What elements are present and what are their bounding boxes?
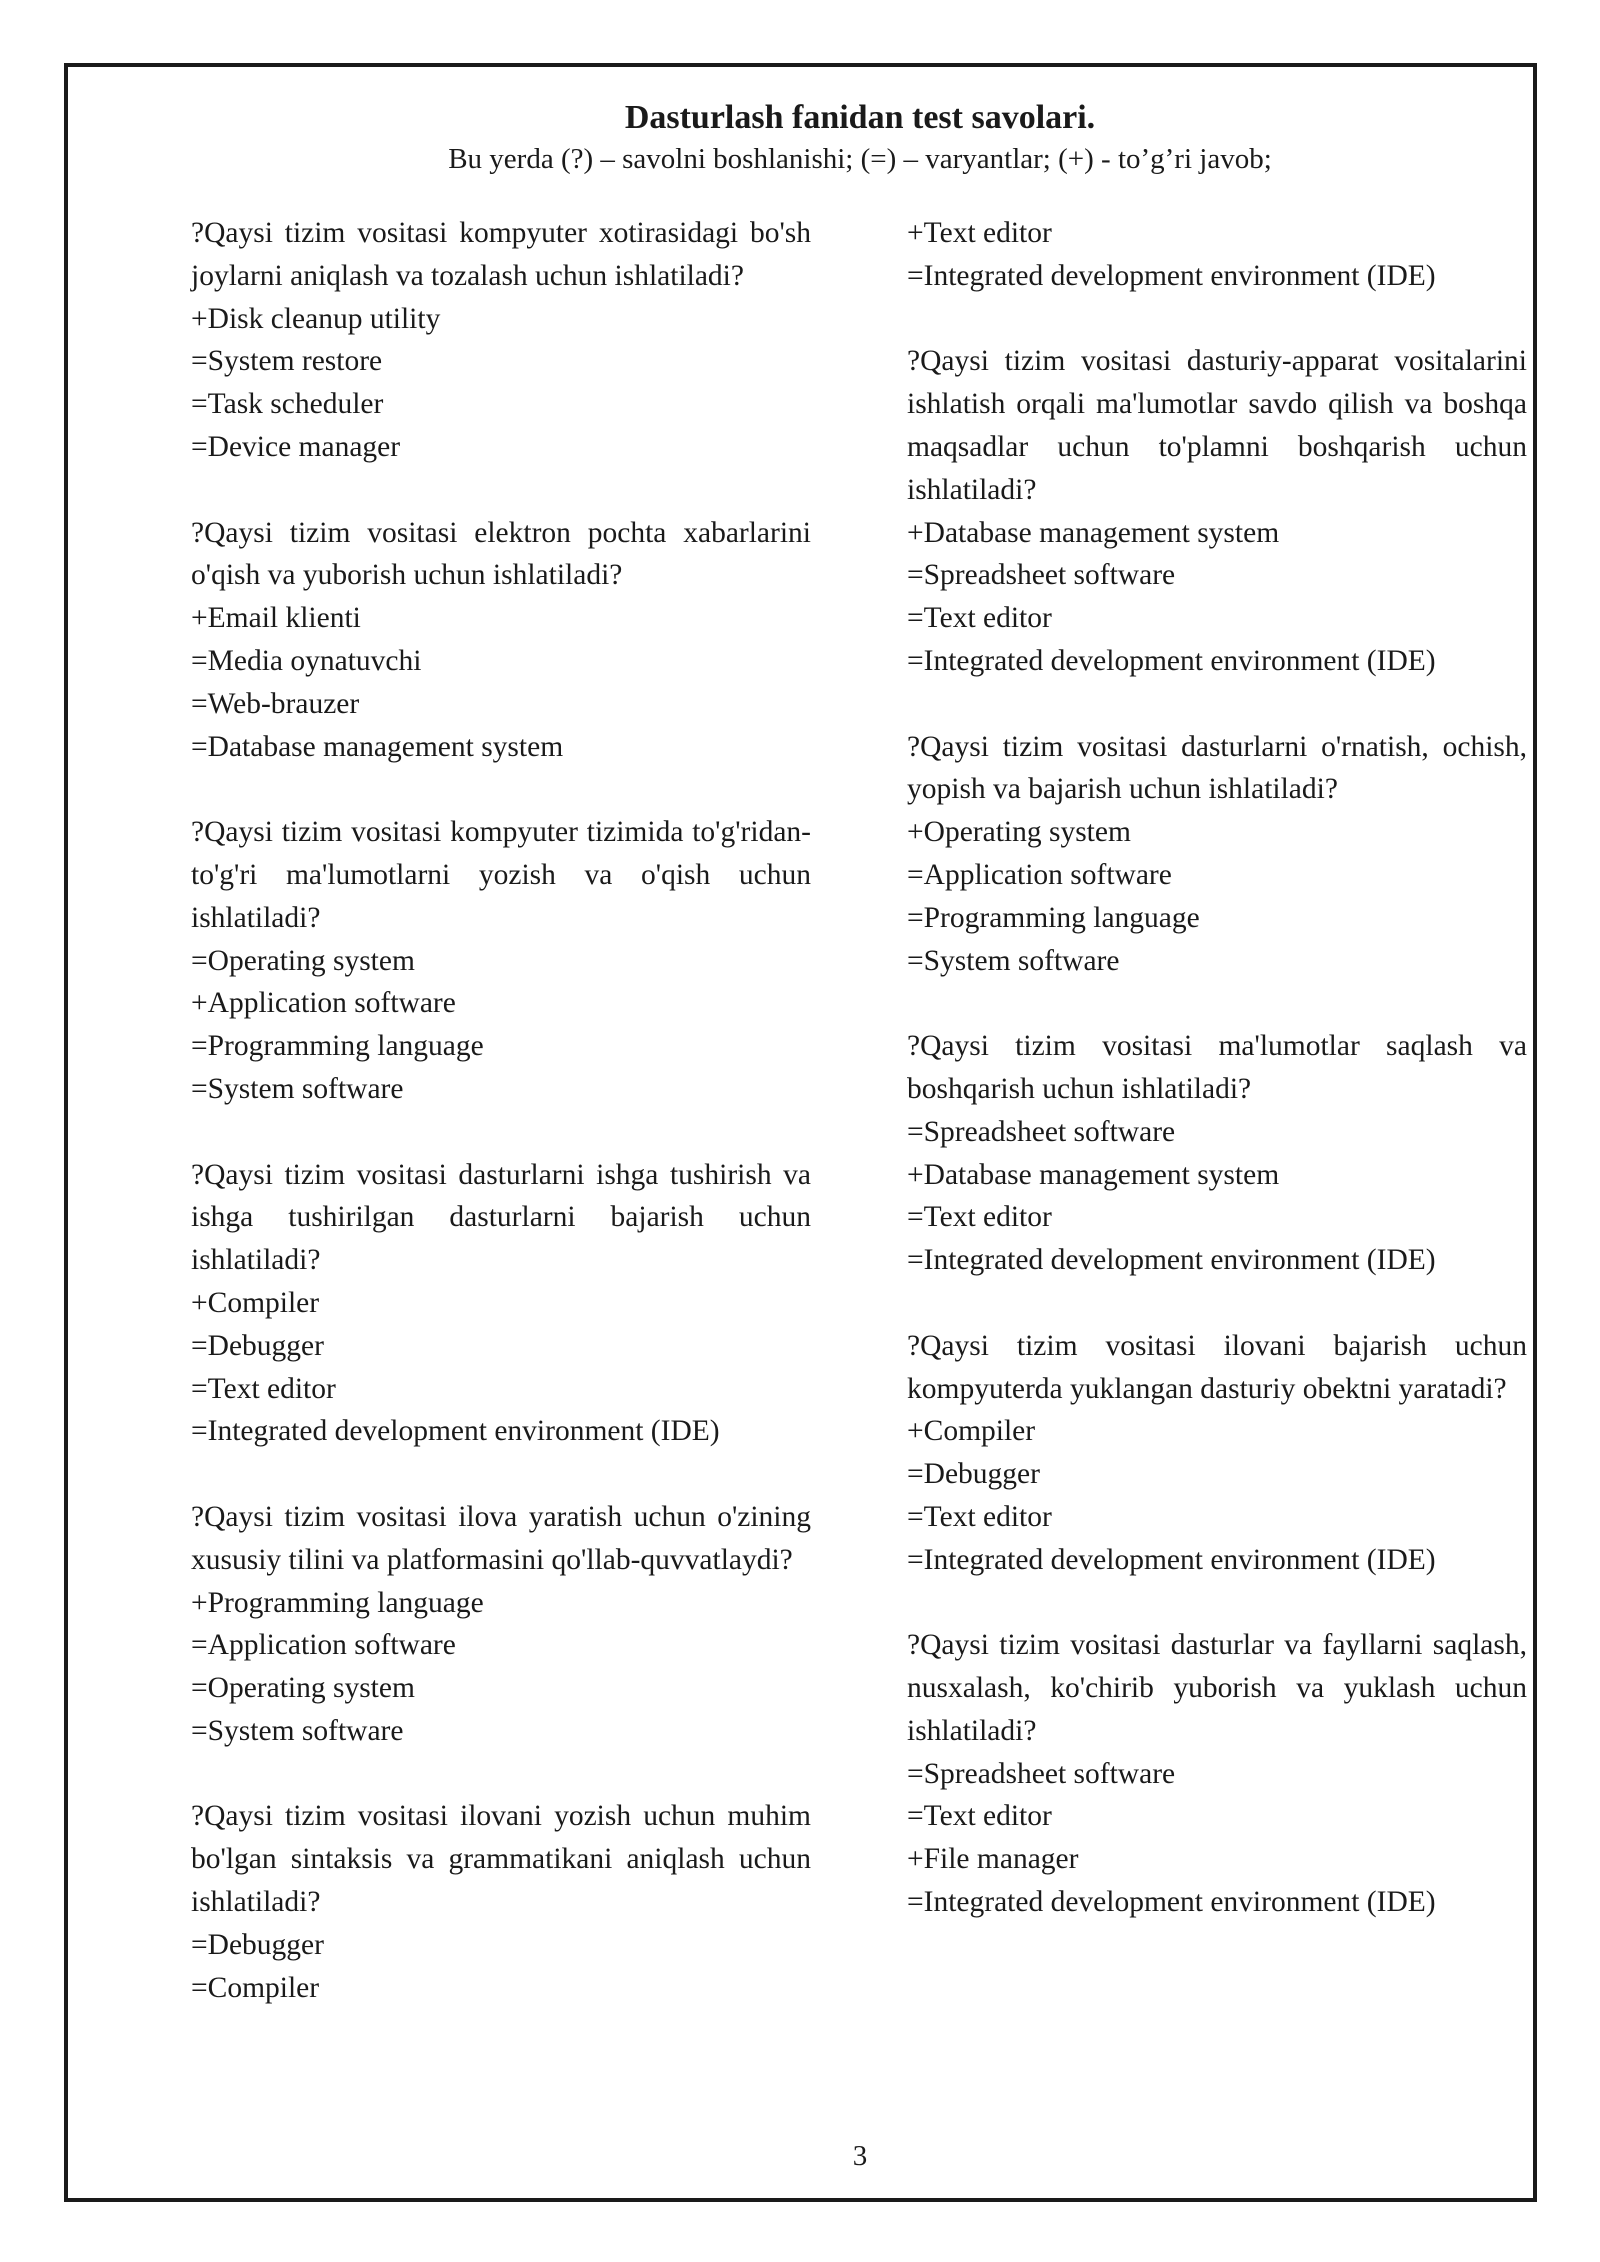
question-text: ?Qaysi tizim vositasi ma'lumotlar saqlash va boshqarish uchun ishlatiladi? [907, 1030, 1527, 1105]
question-text: ?Qaysi tizim vositasi ilovani bajarish uchun kompyuterda yuklangan dasturiy obektni yaratadi? [907, 1329, 1527, 1405]
answer-option: =Web-brauzer [191, 687, 360, 720]
document-header [0, 96, 1600, 178]
continued-options [907, 212, 1527, 298]
question-block [907, 726, 1527, 983]
answer-option: +Database management system [907, 1158, 1280, 1191]
answer-option: =Programming language [907, 901, 1200, 934]
answer-option: =Spreadsheet software [907, 1757, 1176, 1790]
question-block [907, 340, 1527, 682]
answer-option: +Application software [191, 987, 456, 1020]
answer-option: =Integrated development environment (IDE) [907, 1886, 1436, 1919]
answer-option: =Device manager [191, 430, 401, 463]
question-text: ?Qaysi tizim vositasi dasturlarni ishga tushirish va ishga tushirilgan dasturlarni bajarish uchun ishlatiladi? [191, 1158, 811, 1277]
answer-option: +Programming language [191, 1586, 484, 1619]
question-block [907, 1025, 1527, 1282]
question-text: ?Qaysi tizim vositasi ilova yaratish uchun o'zining xususiy tilini va platformasini qo'llab-quvvatlaydi? [191, 1500, 811, 1576]
question-text: ?Qaysi tizim vositasi kompyuter xotirasidagi bo'sh joylarni aniqlash va tozalash uchun ishlatiladi? [191, 217, 811, 292]
question-text: ?Qaysi tizim vositasi dasturlarni o'rnatish, ochish, yopish va bajarish uchun ishlatiladi? [907, 730, 1527, 806]
answer-option: +Compiler [907, 1415, 1036, 1448]
answer-option: =Compiler [191, 1971, 320, 2004]
question-text: ?Qaysi tizim vositasi elektron pochta xabarlarini o'qish va yuborish uchun ishlatiladi? [191, 516, 811, 592]
answer-option: =Media oynatuvchi [191, 644, 422, 677]
answer-option: =Debugger [191, 1329, 324, 1362]
answer-option: =System restore [191, 345, 383, 378]
answer-option: =Debugger [191, 1928, 324, 1961]
question-block [907, 1325, 1527, 1582]
answer-option: =Spreadsheet software [907, 559, 1176, 592]
answer-option: +Operating system [907, 816, 1131, 849]
question-text: ?Qaysi tizim vositasi kompyuter tizimida to'g'ridan-to'g'ri ma'lumotlarni yozish va o'qish uchun ishlatiladi? [191, 816, 811, 934]
answer-option: =Operating system [191, 1672, 415, 1705]
answer-option: =Programming language [191, 1030, 484, 1063]
answer-option: =Text editor [907, 602, 1052, 635]
answer-option: =Task scheduler [191, 388, 384, 421]
answer-option: =Integrated development environment (IDE) [907, 259, 1436, 292]
question-block [907, 1624, 1527, 1924]
answer-option: =Operating system [191, 944, 415, 977]
question-block [191, 1154, 811, 1454]
answer-option: +Compiler [191, 1286, 320, 1319]
question-block [191, 1496, 811, 1753]
question-text: ?Qaysi tizim vositasi dasturiy-apparat vositalarini ishlatish orqali ma'lumotlar savdo qilish va boshqa maqsadlar uchun to'plamni boshqarish uchun ishlatiladi? [907, 345, 1527, 506]
answer-option: =Text editor [191, 1372, 336, 1405]
page-number: 3 [852, 2140, 868, 2172]
answer-option: +Text editor [907, 217, 1052, 249]
answer-option: +Email klienti [191, 602, 361, 635]
answer-option: +Database management system [907, 516, 1280, 549]
answer-option: =Spreadsheet software [907, 1115, 1176, 1148]
answer-option: =Text editor [907, 1201, 1052, 1234]
question-block [191, 1795, 811, 2009]
answer-option: =Integrated development environment (IDE) [907, 644, 1436, 677]
document-subtitle: Bu yerda (?) – savolni boshlanishi; (=) – varyantlar; (+) - to’g’ri javob; [448, 143, 1272, 175]
question-block [191, 512, 811, 769]
question-text: ?Qaysi tizim vositasi ilovani yozish uchun muhim bo'lgan sintaksis va grammatikani aniqlash uchun ishlatiladi? [191, 1800, 811, 1919]
answer-option: =System software [191, 1714, 404, 1747]
answer-option: +File manager [907, 1843, 1079, 1876]
answer-option: =Database management system [191, 730, 564, 763]
answer-option: =Application software [191, 1629, 456, 1662]
answer-option: =Integrated development environment (IDE) [191, 1415, 720, 1448]
right-column [907, 212, 1527, 1967]
question-block [191, 811, 811, 1111]
answer-option: =Text editor [907, 1500, 1052, 1533]
answer-option: =System software [191, 1072, 404, 1105]
answer-option: =Integrated development environment (IDE) [907, 1543, 1436, 1576]
document-title: Dasturlash fanidan test savolari. [624, 99, 1096, 136]
left-column [191, 212, 811, 2052]
question-text: ?Qaysi tizim vositasi dasturlar va fayllarni saqlash, nusxalash, ko'chirib yuborish va yuklash uchun ishlatiladi? [907, 1629, 1527, 1747]
answer-option: =Text editor [907, 1800, 1052, 1833]
answer-option: =Application software [907, 858, 1172, 891]
answer-option: =Integrated development environment (IDE) [907, 1244, 1436, 1277]
answer-option: =Debugger [907, 1458, 1040, 1491]
answer-option: =System software [907, 944, 1120, 977]
question-block [191, 212, 811, 469]
answer-option: +Disk cleanup utility [191, 302, 441, 335]
